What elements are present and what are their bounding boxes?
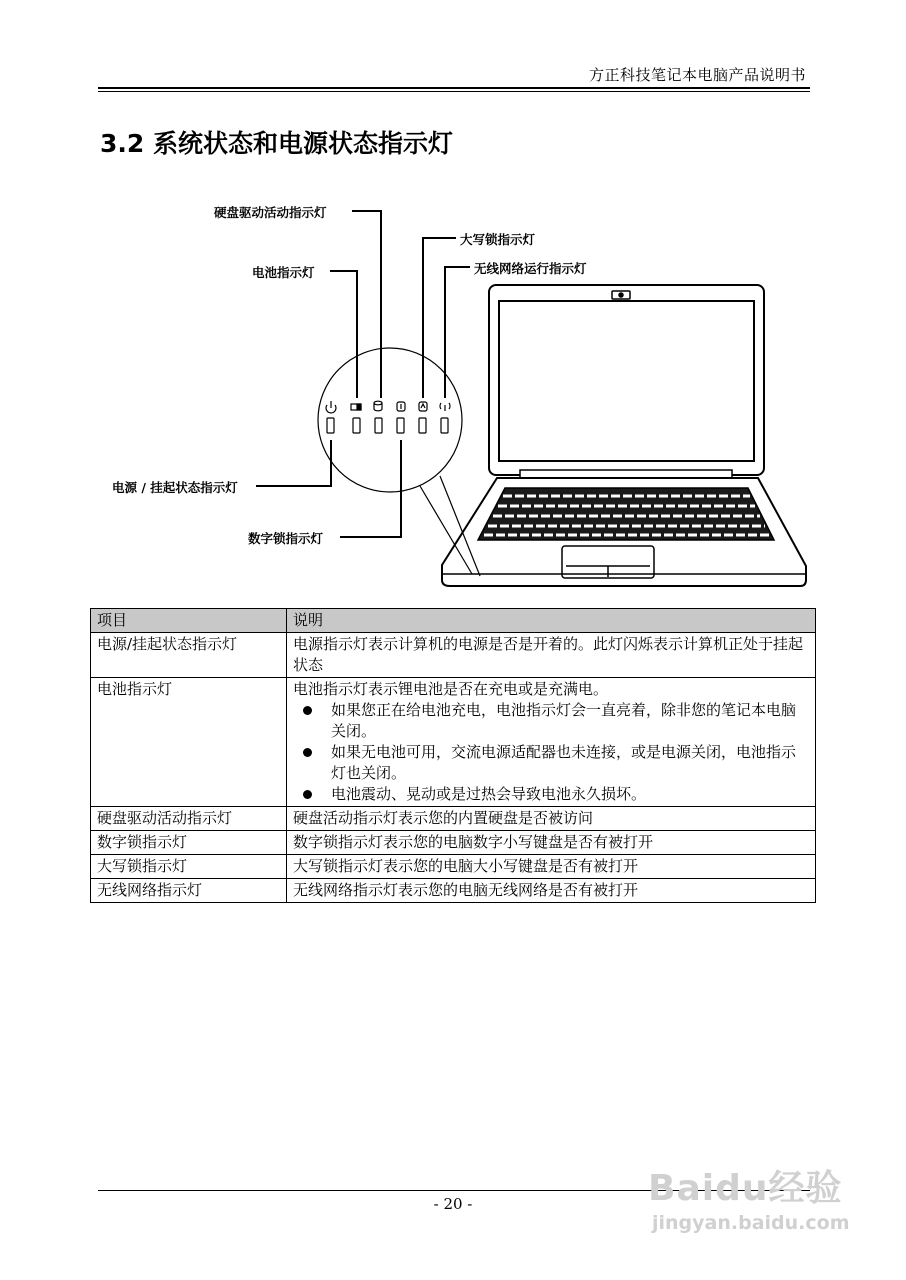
led-capslock [419,418,426,433]
row-item: 数字锁指示灯 [91,831,287,855]
row-item: 无线网络指示灯 [91,879,287,903]
page-number: - 20 - [433,1195,473,1213]
leader-caps [423,238,456,398]
hdd-icon [374,401,382,411]
row-item: 硬盘驱动活动指示灯 [91,807,287,831]
bullet-list [293,700,809,805]
bullet-item: 如果无电池可用，交流电源适配器也未连接，或是电源关闭，电池指示灯也关闭。 [293,742,809,784]
table-header-item: 项目 [91,609,287,633]
leader-numlock [340,440,401,537]
battery-icon [351,404,361,410]
callout-hdd: 硬盘驱动活动指示灯 [214,205,327,220]
row-item: 电池指示灯 [91,678,287,807]
led-battery [353,418,360,433]
led-power [327,418,334,433]
row-item: 大写锁指示灯 [91,855,287,879]
section-title: 3.2 系统状态和电源状态指示灯 [100,129,453,158]
led-hdd [375,418,382,433]
zoom-line-bottom [440,476,480,576]
laptop-drawing [442,285,806,586]
led-numlock [397,418,404,433]
header-title: 方正科技笔记本电脑产品说明书 [588,66,806,84]
table-header-row [91,609,816,633]
callout-caps: 大写锁指示灯 [460,232,536,247]
bullet-item: 如果您正在给电池充电，电池指示灯会一直亮着，除非您的笔记本电脑关闭。 [293,700,809,742]
row-desc: 硬盘活动指示灯表示您的内置硬盘是否被访问 [287,807,816,831]
row-item: 电源/挂起状态指示灯 [91,633,287,678]
table-row [91,807,816,831]
table-row [91,855,816,879]
table-header-desc: 说明 [287,609,816,633]
callout-battery: 电池指示灯 [252,265,315,280]
table-row [91,678,816,807]
indicator-diagram [0,0,906,600]
table-row [91,879,816,903]
leader-power [256,440,331,486]
capslock-icon [419,402,427,411]
row-desc-text: 电池指示灯表示锂电池是否在充电或是充满电。 [293,680,609,698]
leader-battery [330,271,357,398]
bullet-item: 电池震动、晃动或是过热会导致电池永久损坏。 [293,784,809,805]
led-wireless [441,418,448,433]
numlock-icon [397,402,405,411]
row-desc: 电源指示灯表示计算机的电源是否是开着的。此灯闪烁表示计算机正处于挂起状态 [287,633,816,678]
watermark-logo: Baidu经验 [648,1168,843,1209]
row-desc: 数字锁指示灯表示您的电脑数字小写键盘是否有被打开 [287,831,816,855]
row-desc: 无线网络指示灯表示您的电脑无线网络是否有被打开 [287,879,816,903]
callout-power: 电源 / 挂起状态指示灯 [112,480,238,495]
watermark-url: jingyan.baidu.com [652,1212,850,1234]
table-row [91,633,816,678]
table-row [91,831,816,855]
wireless-icon [440,403,450,411]
row-desc [287,678,816,807]
indicator-table [90,608,816,903]
power-icon [326,401,336,413]
callout-numlock: 数字锁指示灯 [248,531,324,546]
row-desc: 大写锁指示灯表示您的电脑大小写键盘是否有被打开 [287,855,816,879]
callout-wireless: 无线网络运行指示灯 [474,261,587,276]
